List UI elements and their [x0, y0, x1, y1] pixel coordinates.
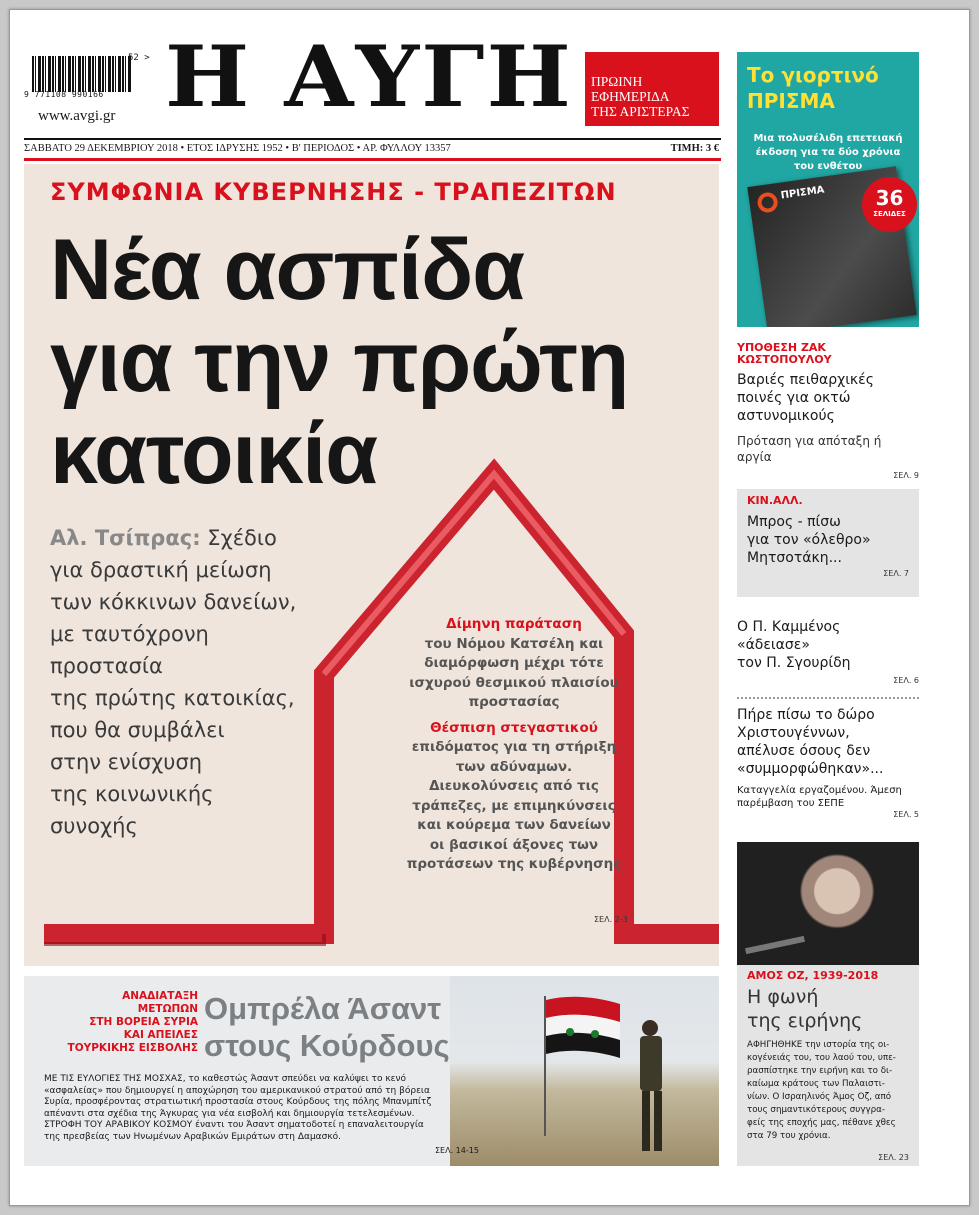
page-reference: ΣΕΛ. 14-15 — [435, 1146, 479, 1155]
dotted-divider — [737, 697, 919, 699]
headline-line: Μπρος - πίσω — [747, 514, 841, 530]
headline-line: για τον «όλεθρο» — [747, 532, 871, 548]
headline-line: Πήρε πίσω το δώρο — [737, 707, 875, 723]
headline-line: «συμμορφώθηκαν»... — [737, 761, 884, 777]
point-heading: Δίμηνη παράταση — [446, 616, 582, 632]
point-heading: Θέσπιση στεγαστικού — [430, 719, 598, 736]
oz-body — [747, 1039, 909, 1143]
page-reference: ΣΕΛ. 7 — [883, 569, 909, 578]
body-line: «ασφαλείας» που δημιουργεί η αποχώρηση του αμερικανικού στρατού από τη βόρεια — [44, 1085, 430, 1096]
oz-headline — [747, 985, 909, 1033]
kicker-line: ΚΩΣΤΟΠΟΥΛΟΥ — [737, 353, 832, 366]
point-line: των αδύναμων. — [455, 758, 573, 775]
point-line: οι βασικοί άξονες των — [429, 836, 599, 853]
kicker-line: ΜΕΤΩΠΩΝ — [137, 1003, 198, 1015]
body-line: καίωμα κράτους των Παλαιστι- — [747, 1079, 885, 1089]
page-reference: ΣΕΛ. 2-3 — [594, 915, 628, 924]
prisma-sub-line: Μια πολυσέλιδη επετειακή — [753, 133, 903, 144]
body-line: κογένειάς του, του λαού του, υπε- — [747, 1053, 896, 1063]
side-subhead — [737, 784, 919, 810]
body-line: απέναντι στα σχέδια της Άγκυρας για νέα εισβολή και δημιουργία τετελεσμένων. — [44, 1108, 415, 1119]
lede-line: της κοινωνικής — [50, 782, 214, 806]
magazine-title: ΠΡΙΣΜΑ — [780, 184, 826, 202]
body-line: ΑΦΗΓΗΘΗΚΕ την ιστορία της οι- — [747, 1040, 890, 1050]
headline-line: «άδειασε» — [737, 637, 810, 653]
amos-oz-story[interactable] — [737, 965, 919, 1166]
headline-line: Μητσοτάκη... — [747, 550, 842, 566]
site-url[interactable]: www.avgi.gr — [38, 108, 116, 124]
headline-line: για την πρώτη — [50, 314, 629, 410]
lede-line: προστασία — [50, 654, 163, 678]
kicker-line: ΥΠΟΘΕΣΗ ΖΑΚ — [737, 341, 826, 354]
lead-points — [394, 615, 634, 875]
dateline: ΣΑΒΒΑΤΟ 29 ΔΕΚΕΜΒΡΙΟΥ 2018 • ΕΤΟΣ ΙΔΡΥΣΗΣ 1952 • Β' ΠΕΡΙΟΔΟΣ • ΑΡ. ΦΥΛΛΟΥ 13357 — [24, 138, 721, 154]
lede-author: Αλ. Τσίπρας: — [50, 526, 201, 550]
point-line: διαμόρφωση μέχρι τότε — [424, 655, 604, 671]
bottom-kicker — [34, 990, 198, 1055]
body-line: Συρία, προσφέροντας στρατιωτική προστασία στους Κούρδους της πόλης Μπανμπίτζ — [44, 1097, 432, 1107]
lede-line: που θα συμβάλει — [50, 718, 225, 742]
side-story-kostopoulou[interactable] — [737, 342, 919, 480]
headline-line: της ειρήνης — [747, 1010, 863, 1032]
oz-kicker: ΑΜΟΣ ΟΖ, 1939-2018 — [747, 969, 879, 982]
prisma-title — [747, 62, 879, 114]
headline-line: Νέα ασπίδα — [50, 222, 525, 318]
headline-line: τον Π. Σγουρίδη — [737, 655, 851, 671]
body-line: ΜΕ ΤΙΣ ΕΥΛΟΓΙΕΣ ΤΗΣ ΜΟΣΧΑΣ, το καθεστώς Άσαντ σπεύδει να καλύψει το κενό — [44, 1074, 407, 1084]
point-line: ισχυρού θεσμικού πλαισίου — [409, 674, 619, 691]
magazine-logo-icon — [756, 191, 779, 214]
lead-kicker: ΣΥΜΦΩΝΙΑ ΚΥΒΕΡΝΗΣΗΣ - ΤΡΑΠΕΖΙΤΩΝ — [50, 178, 617, 206]
point-line: Διευκολύνσεις από τις — [429, 778, 599, 794]
tagline-line: ΕΦΗΜΕΡΙΔΑ — [591, 89, 670, 104]
point-line: προστασίας — [468, 694, 560, 710]
headline-line: κατοικία — [50, 406, 378, 502]
page-reference: ΣΕΛ. 9 — [893, 471, 919, 480]
side-story-kinal[interactable] — [737, 489, 919, 597]
lede-line: των κόκκινων δανείων, — [50, 590, 297, 614]
tagline-line: ΤΗΣ ΑΡΙΣΤΕΡΑΣ — [591, 104, 690, 119]
headline-line: στους Κούρδους — [204, 1028, 450, 1063]
side-headline — [737, 371, 919, 425]
headline-line: Ομπρέλα Άσαντ — [204, 991, 442, 1026]
red-divider — [24, 158, 721, 161]
body-line: ΣΤΡΟΦΗ ΤΟΥ ΑΡΑΒΙΚΟΥ ΚΟΣΜΟΥ έναντι του Άσαντ σηματοδοτεί η επαναλειτουργία — [44, 1120, 424, 1130]
headline-line: Βαριές πειθαρχικές — [737, 372, 874, 388]
lede-line: της πρώτης κατοικίας, — [50, 686, 295, 710]
newspaper-front-page — [9, 9, 970, 1206]
sub-line: παρέμβαση του ΣΕΠΕ — [737, 798, 845, 809]
kicker-line: ΚΑΙ ΑΠΕΙΛΕΣ — [123, 1029, 198, 1041]
side-headline — [737, 618, 919, 672]
barcode-number: 9 771108 990166 — [24, 90, 104, 99]
lead-headline[interactable] — [50, 224, 628, 500]
lead-lede — [50, 522, 350, 842]
sub-line: Καταγγελία εργαζομένου. Άμεση — [737, 785, 902, 796]
body-line: τους σημαντικότερους συγγρα- — [747, 1105, 885, 1115]
page-reference: ΣΕΛ. 5 — [893, 810, 919, 819]
barcode — [32, 56, 132, 92]
body-line: της πρεσβείας των Ηνωμένων Αραβικών Εμιράτων στη Δαμασκό. — [44, 1131, 341, 1142]
body-line: στα 79 του χρόνια. — [747, 1131, 831, 1141]
headline-line: αστυνομικούς — [737, 408, 835, 424]
point-line: επιδόματος για τη στήριξη — [411, 739, 617, 755]
lede-line: για δραστική μείωση — [50, 558, 272, 582]
page-reference: ΣΕΛ. 6 — [893, 676, 919, 685]
barcode-suffix: 52 > — [128, 53, 150, 63]
page-reference: ΣΕΛ. 23 — [878, 1153, 909, 1162]
side-kicker — [737, 342, 919, 366]
kicker-line: ΤΟΥΡΚΙΚΗΣ ΕΙΣΒΟΛΗΣ — [67, 1042, 198, 1054]
badge-number: 36 — [875, 186, 904, 210]
side-headline — [747, 513, 909, 567]
newspaper-title: Η ΑΥΓΗ — [165, 27, 573, 126]
prisma-sub-line: του ενθέτου — [793, 161, 863, 172]
prisma-promo[interactable] — [737, 52, 919, 327]
headline-line: Χριστουγέννων, — [737, 725, 850, 741]
lede-line: Σχέδιο — [207, 526, 277, 550]
point-line: τράπεζες, με επιμηκύνσεις — [412, 797, 616, 814]
headline-line: Ο Π. Καμμένος — [737, 619, 841, 635]
bottom-headline[interactable] — [204, 990, 450, 1064]
point-line: προτάσεων της κυβέρνησης — [406, 856, 622, 872]
lede-line: στην ενίσχυση — [50, 750, 203, 774]
badge-label: ΣΕΛΙΔΕΣ — [873, 210, 906, 218]
headline-line: Η φωνή — [747, 986, 819, 1008]
point-line: και κούρεμα των δανείων — [417, 817, 611, 833]
side-subhead: Πρόταση για απόταξη ή αργία — [737, 434, 882, 464]
side-story-christmas-bonus[interactable] — [737, 706, 919, 819]
amos-oz-photo — [737, 842, 919, 965]
lede-line: συνοχής — [50, 814, 138, 838]
pages-badge — [862, 177, 917, 232]
price: ΤΙΜΗ: 3 € — [670, 143, 719, 154]
prisma-sub-line: έκδοση για τα δύο χρόνια — [755, 147, 901, 158]
lede-line: με ταυτόχρονη — [50, 622, 209, 646]
prisma-title-line: ΠΡΙΣΜΑ — [747, 89, 835, 113]
bottom-body — [44, 1074, 498, 1143]
body-line: νίων. Ο Ισραηλινός Άμος Οζ, από — [747, 1092, 892, 1102]
body-line: φείς της εποχής μας, πέθανε χθες — [747, 1118, 896, 1128]
point-line: του Νόμου Κατσέλη και — [424, 635, 604, 652]
side-headline — [737, 706, 919, 778]
kicker-line: ΣΤΗ ΒΟΡΕΙΑ ΣΥΡΙΑ — [89, 1016, 198, 1028]
side-story-kammenos[interactable] — [737, 618, 919, 685]
prisma-title-line: Το γιορτινό — [747, 63, 879, 87]
side-kicker: ΚΙΝ.ΑΛΛ. — [747, 494, 803, 507]
body-line: ρασπίστηκε την ειρήνη και το δι- — [747, 1066, 893, 1076]
headline-line: απέλυσε όσους δεν — [737, 743, 871, 759]
kicker-line: ΑΝΑΔΙΑΤΑΞΗ — [122, 990, 198, 1002]
microphone-icon — [745, 936, 805, 954]
tagline-line: ΠΡΩΙΝΗ — [591, 74, 643, 89]
headline-line: ποινές για οκτώ — [737, 390, 851, 406]
tagline-box — [585, 52, 719, 126]
